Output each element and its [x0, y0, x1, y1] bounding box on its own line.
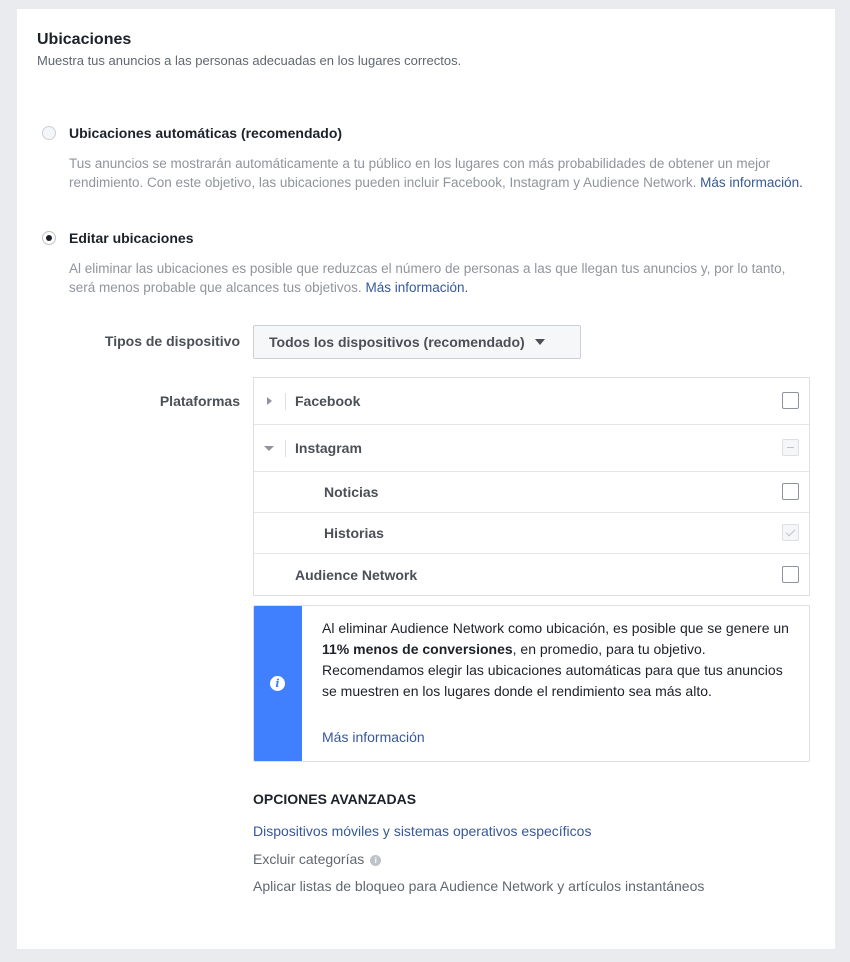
platform-row-instagram[interactable]	[254, 425, 809, 472]
section-title: Ubicaciones	[37, 31, 132, 48]
platform-row-noticias[interactable]	[254, 472, 809, 513]
info-icon: i	[270, 676, 285, 691]
warning-text-part: , en promedio, para tu objetivo. Recomendamos elegir las ubicaciones automáticas para que tus anuncios se muestren en los lugares donde el rendimiento sea más alto.	[322, 641, 783, 699]
edit-placements-description	[69, 259, 809, 297]
audience-network-warning	[253, 605, 810, 762]
platform-row-facebook[interactable]	[254, 378, 809, 425]
info-strip	[254, 606, 302, 761]
expand-arrow-icon[interactable]	[267, 397, 272, 405]
platform-row-audience-network[interactable]	[254, 554, 809, 595]
mobile-os-link[interactable]: Dispositivos móviles y sistemas operativos específicos	[253, 823, 592, 839]
warning-more-info-link[interactable]: Más información	[322, 729, 425, 745]
platforms-label: Plataformas	[159, 393, 240, 409]
exclude-categories-item[interactable]	[253, 851, 381, 867]
device-types-value: Todos los dispositivos (recomendado)	[269, 334, 525, 350]
platform-facebook-label: Facebook	[295, 393, 361, 409]
automatic-placements-label[interactable]: Ubicaciones automáticas (recomendado)	[69, 125, 343, 141]
audience-network-checkbox[interactable]	[782, 566, 799, 583]
instagram-checkbox[interactable]	[782, 439, 799, 456]
chevron-down-icon	[535, 339, 545, 345]
automatic-placements-radio[interactable]	[42, 126, 56, 140]
placements-panel	[17, 9, 835, 949]
platform-historias-label: Historias	[324, 525, 384, 541]
edit-placements-radio[interactable]	[42, 231, 56, 245]
advanced-options-title: OPCIONES AVANZADAS	[253, 791, 417, 807]
edit-placements-label[interactable]: Editar ubicaciones	[69, 230, 194, 246]
automatic-placements-description	[69, 154, 809, 192]
divider	[285, 393, 286, 410]
block-lists-item[interactable]: Aplicar listas de bloqueo para Audience Network y artículos instantáneos	[253, 878, 705, 894]
exclude-categories-label[interactable]: Excluir categorías	[253, 851, 365, 867]
section-subtitle: Muestra tus anuncios a las personas adecuadas en los lugares correctos.	[37, 53, 462, 68]
platform-noticias-label: Noticias	[324, 484, 379, 500]
facebook-checkbox[interactable]	[782, 392, 799, 409]
platform-audience-network-label: Audience Network	[295, 566, 418, 583]
automatic-more-info-link[interactable]: Más información.	[700, 175, 803, 190]
noticias-checkbox[interactable]	[782, 483, 799, 500]
automatic-description-text: Tus anuncios se mostrarán automáticamente a tu público en los lugares con más probabilidades de obtener un mejor rendimiento. Con este objetivo, las ubicaciones pueden incluir Facebook, Instagram y Audience Network.	[69, 156, 771, 190]
divider	[285, 440, 286, 457]
platform-row-historias[interactable]	[254, 513, 809, 554]
platforms-list	[253, 377, 810, 596]
device-types-dropdown[interactable]	[253, 325, 581, 359]
warning-text-part: Al eliminar Audience Network como ubicación, es posible que se genere un	[322, 620, 789, 636]
device-types-label: Tipos de dispositivo	[104, 333, 240, 349]
historias-checkbox[interactable]	[782, 524, 799, 541]
collapse-arrow-icon[interactable]	[264, 446, 274, 451]
warning-text-bold: 11% menos de conversiones	[322, 641, 513, 657]
info-help-icon[interactable]: i	[370, 855, 381, 866]
warning-text	[322, 618, 792, 702]
edit-description-text: Al eliminar las ubicaciones es posible que reduzcas el número de personas a las que llegan tus anuncios y, por lo tanto, será menos probable que alcances tus objetivos.	[69, 261, 786, 295]
edit-more-info-link[interactable]: Más información.	[365, 280, 469, 295]
platform-instagram-label: Instagram	[295, 440, 362, 456]
